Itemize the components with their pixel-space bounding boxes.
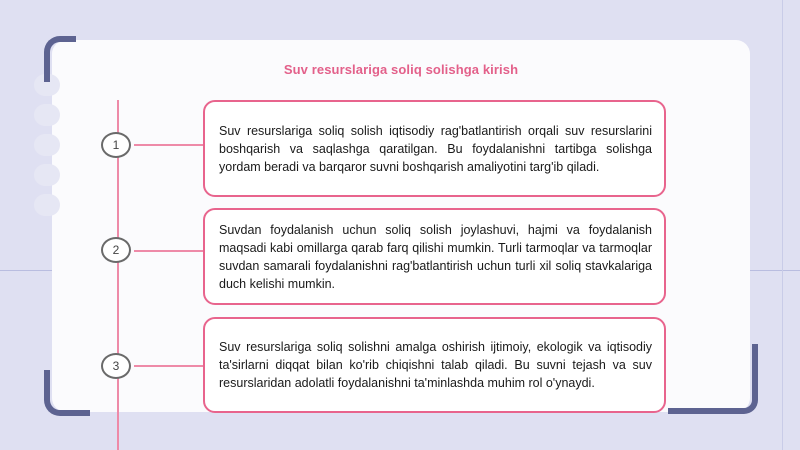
binder-notch: [34, 104, 60, 126]
timeline-connector: [134, 365, 204, 367]
corner-bracket-bottom-left: [44, 370, 90, 416]
step-text-3: Suv resurslariga soliq solishni amalga oshirish ijtimoiy, ekologik va iqtisodiy ta'sirlarni diqqat bilan ko'rib chiqishni talab qiladi. Bu suvni tejash va suv resurslaridan adolatli foydalanishni ta'minlashda muhim rol o'ynaydi.: [219, 340, 652, 390]
binder-notch: [34, 164, 60, 186]
step-number-3: 3: [101, 353, 131, 379]
slide-title: Suv resurslariga soliq solishga kirish: [283, 62, 519, 77]
background-vertical-line: [782, 0, 783, 450]
binder-notch: [34, 134, 60, 156]
step-number-1: 1: [101, 132, 131, 158]
step-box-3: [203, 317, 666, 413]
step-box-1: [203, 100, 666, 197]
step-text-1: Suv resurslariga soliq solish iqtisodiy rag'batlantirish orqali suv resurslarini boshqarish va saqlashga qaratilgan. Bu foydalanishni tartibga solishga yordam beradi va barqaror suvni boshqarish amaliyotini targ'ib qiladi.: [219, 123, 652, 174]
timeline-connector: [134, 144, 204, 146]
step-text-2: Suvdan foydalanish uchun soliq solish joylashuvi, hajmi va foydalanish maqsadi kabi omillarga qarab farq qilishi mumkin. Turli tarmoqlar va tarmoqlar suvdan samarali foydalanishni rag'batlantirish uchun turli xil soliq stavkalariga duch kelishi mumkin.: [219, 222, 652, 291]
binder-notch: [34, 194, 60, 216]
timeline-connector: [134, 250, 204, 252]
step-number-2: 2: [101, 237, 131, 263]
corner-bracket-bottom-right: [668, 344, 758, 414]
step-box-2: [203, 208, 666, 305]
